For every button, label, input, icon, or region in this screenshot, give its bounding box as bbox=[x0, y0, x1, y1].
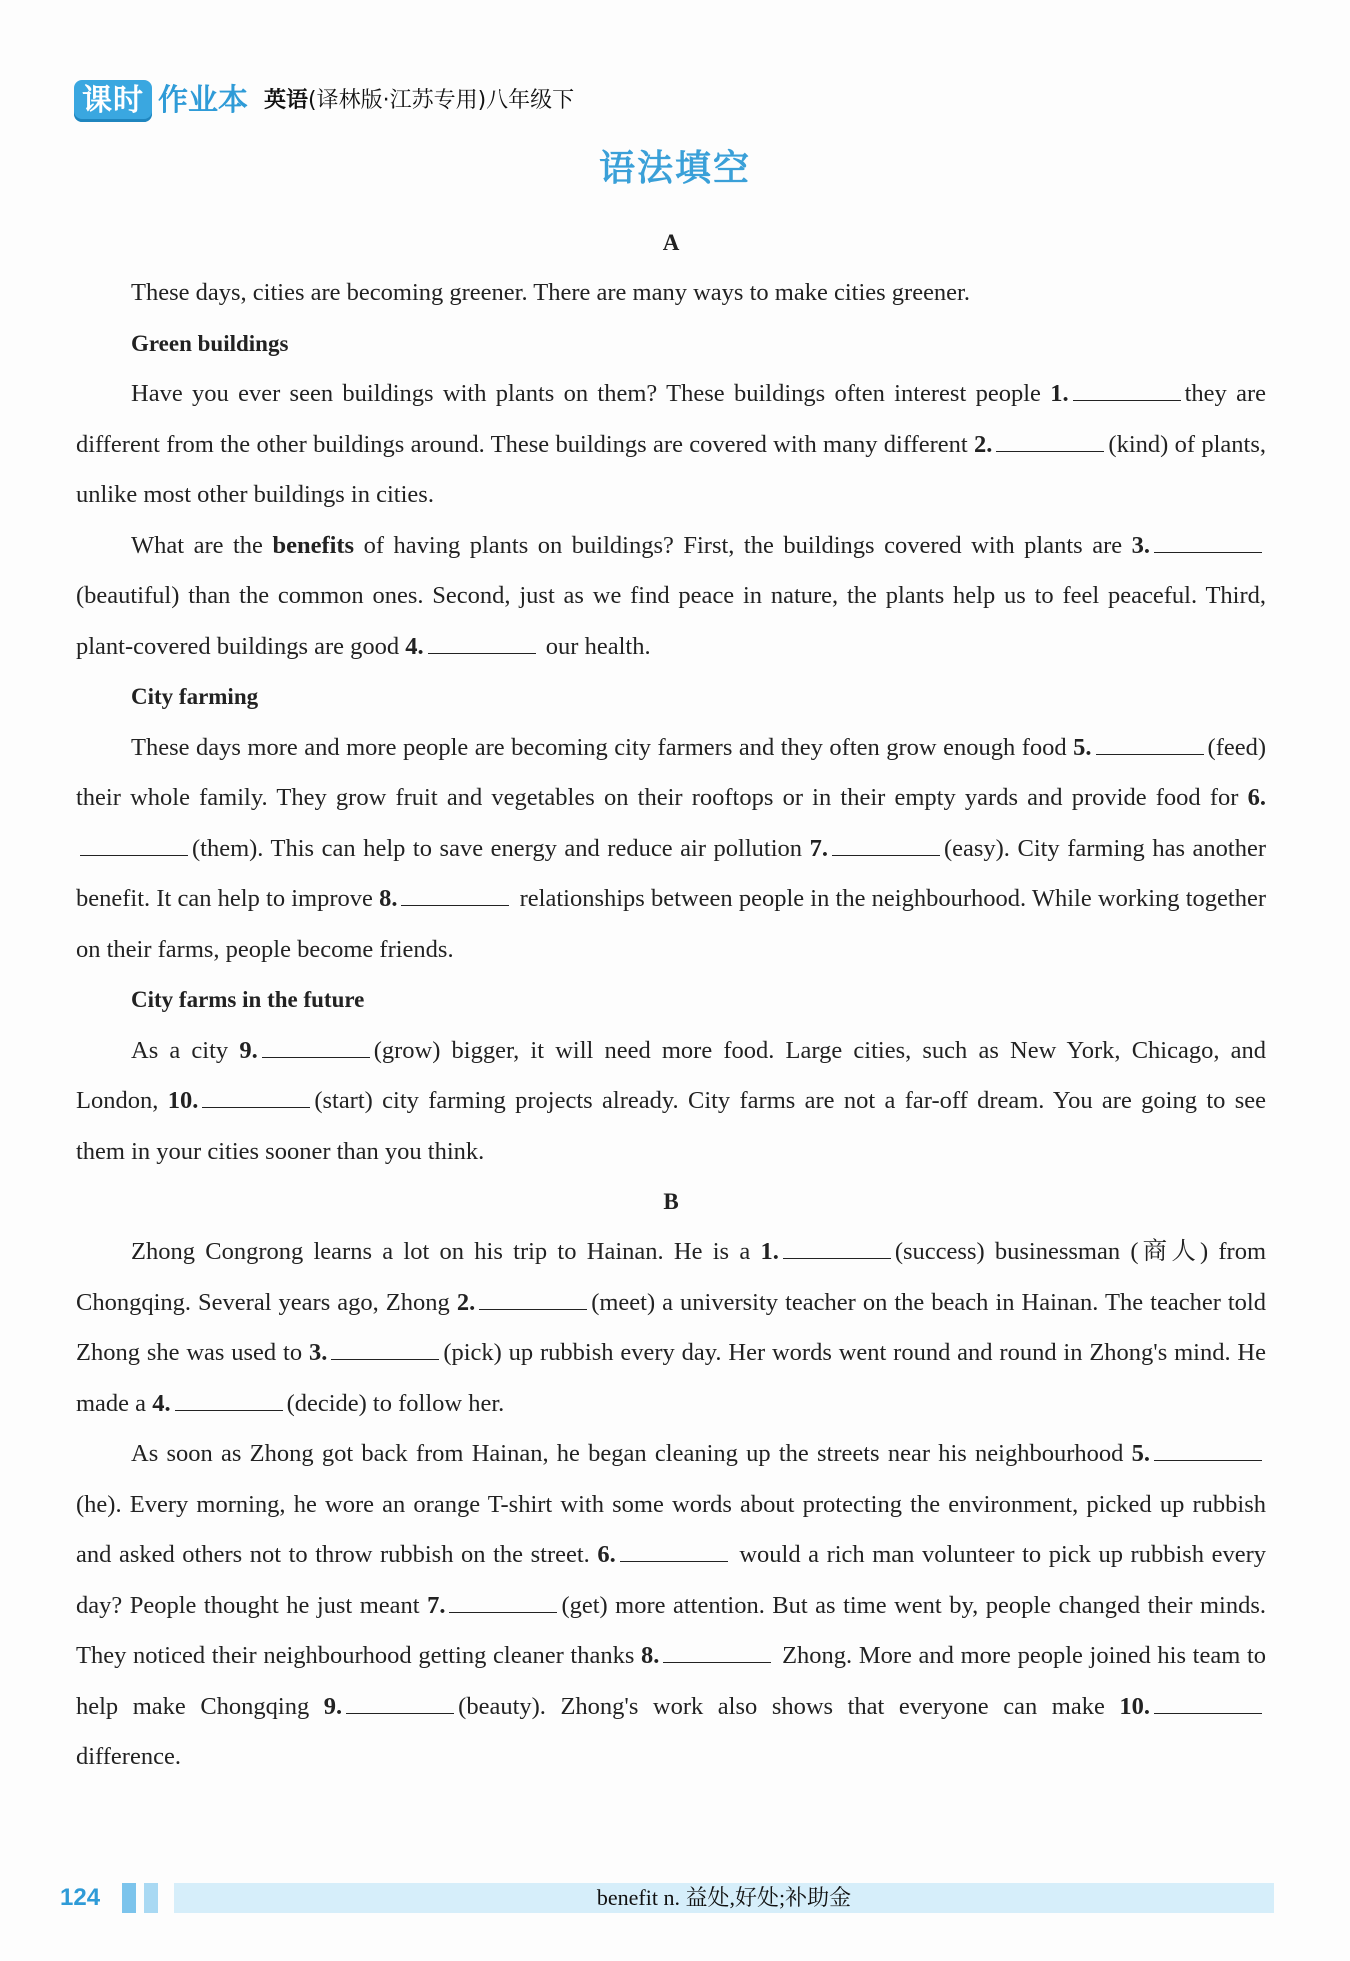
question-number: 3. bbox=[1131, 531, 1151, 559]
text-run: As soon as Zhong got back from Hainan, he began cleaning up the streets near his neighbourhood bbox=[131, 1440, 1124, 1467]
question-number: 8. bbox=[379, 885, 398, 912]
section-a-intro: These days, cities are becoming greener. There are many ways to make cities greener. bbox=[131, 279, 970, 306]
text-run: (beauty). Zhong's work also shows that everyone can make bbox=[458, 1692, 1105, 1720]
footer-accent-bar bbox=[122, 1883, 136, 1913]
text-run: (them). This can help to save energy and reduce air pollution bbox=[192, 834, 803, 862]
brand-logo bbox=[74, 80, 248, 122]
question-number: 2. bbox=[974, 430, 993, 458]
question-number: 5. bbox=[1131, 1440, 1150, 1467]
question-number: 3. bbox=[308, 1339, 328, 1366]
question-number: 6. bbox=[597, 1541, 616, 1568]
answer-blank[interactable] bbox=[479, 1289, 587, 1310]
answer-blank[interactable] bbox=[428, 633, 536, 654]
text-run: of having plants on buildings? First, the buildings covered with plants are bbox=[363, 531, 1123, 559]
question-number: 8. bbox=[641, 1642, 660, 1669]
answer-blank[interactable] bbox=[1096, 734, 1204, 755]
answer-blank[interactable] bbox=[175, 1390, 283, 1411]
subject-edition: (译林版·江苏专用)八年级下 bbox=[308, 88, 575, 113]
answer-blank[interactable] bbox=[663, 1642, 771, 1663]
page-number: 124 bbox=[60, 1884, 101, 1911]
question-number: 7. bbox=[809, 834, 828, 862]
text-run: Zhong. More and more people joined his team to help make Chongqing bbox=[76, 1642, 1267, 1720]
text-run: (decide) to follow her. bbox=[286, 1389, 505, 1417]
text-run: would a rich man volunteer to pick up rubbish every day? People thought he just meant bbox=[76, 1541, 1267, 1619]
text-run: (beautiful) than the common ones. Second, just as we find peace in nature, the plants help us to feel peaceful. Third, plant-covered buildings are good bbox=[76, 582, 1266, 660]
text-run: (easy). City farming has another benefit. It can help to improve bbox=[76, 834, 1267, 912]
text-run: (success) businessman (商人) from Chongqing. Several years ago, Zhong bbox=[76, 1238, 1267, 1316]
question-number: 10. bbox=[1119, 1692, 1150, 1720]
answer-blank[interactable] bbox=[783, 1238, 891, 1259]
answer-blank[interactable] bbox=[331, 1339, 439, 1360]
question-number: 5. bbox=[1073, 733, 1092, 761]
text-run: As a city bbox=[131, 1036, 229, 1064]
exercise-content bbox=[76, 218, 1266, 1783]
subheading-green-buildings: Green buildings bbox=[131, 330, 289, 356]
answer-blank[interactable] bbox=[620, 1541, 728, 1562]
answer-blank[interactable] bbox=[80, 835, 188, 856]
answer-blank[interactable] bbox=[1154, 532, 1262, 553]
paragraph-a-5 bbox=[76, 1026, 1266, 1178]
question-number: 9. bbox=[239, 1036, 258, 1064]
question-number: 4. bbox=[405, 632, 424, 660]
answer-blank[interactable] bbox=[996, 431, 1104, 452]
subheading-city-farms-future: City farms in the future bbox=[131, 987, 365, 1012]
text-run: What are the bbox=[131, 531, 263, 559]
page-header bbox=[74, 78, 574, 124]
answer-blank[interactable] bbox=[346, 1693, 454, 1714]
text-run: they are different from the other buildings around. These buildings are covered with many different bbox=[76, 380, 1266, 458]
answer-blank[interactable] bbox=[1154, 1693, 1262, 1714]
footer-accent-bar bbox=[144, 1883, 158, 1913]
text-run: (start) city farming projects already. City farms are not a far-off dream. You are going to see them in your cities sooner than you think. bbox=[76, 1087, 1266, 1165]
answer-blank[interactable] bbox=[1154, 1440, 1262, 1461]
footer-vocabulary-note: benefit n. 益处,好处;补助金 bbox=[174, 1883, 1274, 1913]
question-number: 2. bbox=[456, 1288, 476, 1316]
page-footer bbox=[60, 1880, 1275, 1916]
section-b-heading: B bbox=[663, 1189, 679, 1214]
question-number: 1. bbox=[1050, 380, 1069, 407]
subject-name: 英语 bbox=[264, 88, 309, 113]
answer-blank[interactable] bbox=[202, 1087, 310, 1108]
page-title: 语法填空 bbox=[598, 148, 751, 189]
answer-blank[interactable] bbox=[449, 1592, 557, 1613]
text-run: Zhong Congrong learns a lot on his trip to Hainan. He is a bbox=[131, 1238, 751, 1265]
logo-text: 作业本 bbox=[158, 83, 248, 118]
text-run: These days more and more people are becoming city farmers and they often grow enough food bbox=[131, 733, 1067, 761]
text-run: (kind) of plants, unlike most other buildings in cities. bbox=[76, 430, 1266, 508]
text-run: Have you ever seen buildings with plants on them? These buildings often interest people bbox=[131, 380, 1041, 407]
text-run: (meet) a university teacher on the beach in Hainan. The teacher told Zhong she was used to bbox=[76, 1288, 1266, 1366]
answer-blank[interactable] bbox=[262, 1037, 370, 1058]
section-a-heading: A bbox=[662, 230, 680, 255]
subject-label bbox=[264, 82, 574, 120]
logo-box: 课时 bbox=[74, 80, 152, 122]
text-run: (get) more attention. But as time went by, people changed their minds. They noticed their neighbourhood getting cleaner thanks bbox=[76, 1591, 1266, 1669]
answer-blank[interactable] bbox=[832, 835, 940, 856]
subheading-city-farming: City farming bbox=[131, 684, 259, 709]
text-run: (grow) bigger, it will need more food. Large cities, such as New York, Chicago, and London, bbox=[76, 1036, 1267, 1114]
question-number: 6. bbox=[1247, 784, 1266, 811]
question-number: 9. bbox=[323, 1692, 343, 1720]
question-number: 1. bbox=[760, 1238, 779, 1265]
paragraph-a-3 bbox=[76, 521, 1266, 673]
question-number: 10. bbox=[167, 1087, 199, 1114]
paragraph-a-4 bbox=[76, 723, 1266, 976]
answer-blank[interactable] bbox=[401, 885, 509, 906]
text-run: our health. bbox=[545, 632, 651, 660]
text-run: (he). Every morning, he wore an orange T-shirt with some words about protecting the environment, picked up rubbish and asked others not to throw rubbish on the street. bbox=[76, 1490, 1266, 1568]
answer-blank[interactable] bbox=[1073, 380, 1181, 401]
question-number: 7. bbox=[427, 1591, 446, 1619]
paragraph-b-1 bbox=[76, 1227, 1266, 1429]
text-run: relationships between people in the neighbourhood. While working together on their farms, people become friends. bbox=[76, 885, 1267, 963]
paragraph-b-2 bbox=[76, 1429, 1266, 1783]
paragraph-a-2 bbox=[76, 369, 1266, 521]
keyword-benefits: benefits bbox=[272, 531, 355, 559]
text-run: difference. bbox=[76, 1743, 181, 1770]
question-number: 4. bbox=[152, 1389, 171, 1417]
text-run: (pick) up rubbish every day. Her words went round and round in Zhong's mind. He made a bbox=[76, 1339, 1266, 1417]
text-run: (feed) their whole family. They grow fruit and vegetables on their rooftops or in their empty yards and provide food for bbox=[76, 733, 1267, 811]
